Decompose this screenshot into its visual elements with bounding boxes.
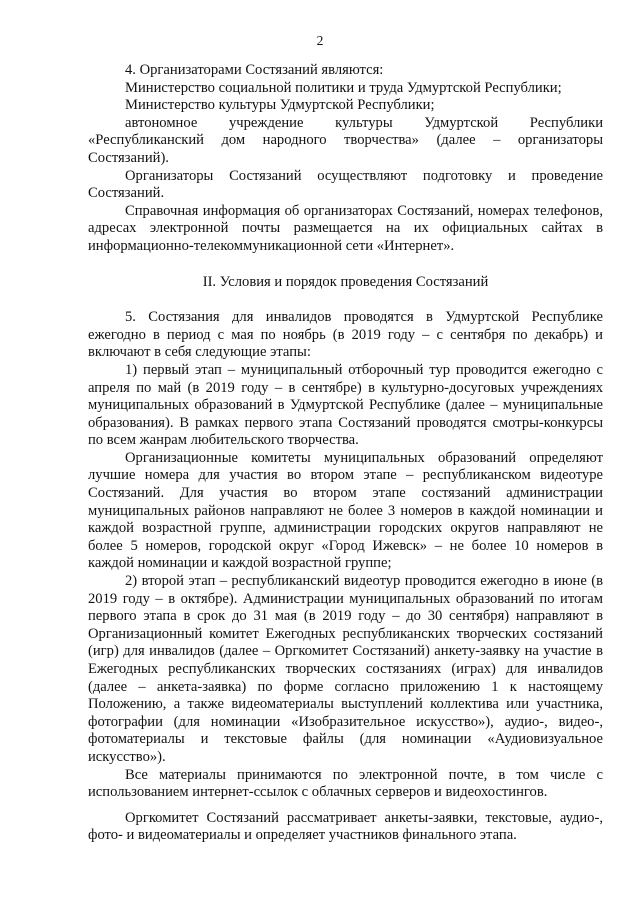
paragraph-first-stage: 1) первый этап – муниципальный отборочный тур проводится ежегодно с апреля по май (в 2019 году – в сентябре) в культурно-досуговых учреждениях муниципальных образований в Удмуртской Республике (далее – муниципальные образования). В рамках первого этапа Состязаний проводятся смотры-конкурсы по всем жанрам любительского творчества. <box>88 361 603 449</box>
paragraph-committees: Организационные комитеты муниципальных образований определяют лучшие номера для участия во втором этапе – республиканском видеотуре Состязаний. Для участия во втором этапе состязаний администрации муниципальных районов направляют не более 3 номеров в каждой номинации и каждой возрастной группе, администрации городских округов направляют не более 5 номеров, городской округ «Город Ижевск» – не более 10 номеров в каждой номинации и каждой возрастной группе; <box>88 449 603 572</box>
paragraph-ministry-social: Министерство социальной политики и труда Удмуртской Республики; <box>125 79 562 96</box>
paragraph-folk-house: автономное учреждение культуры Удмуртской Республики «Республиканский дом народного творчества» (далее – организаторы Состязаний). <box>88 114 603 166</box>
section-heading: II. Условия и порядок проведения Состязаний <box>202 273 489 290</box>
paragraph-organizers-intro: 4. Организаторами Состязаний являются: <box>125 62 384 78</box>
paragraph-ministry-culture: Министерство культуры Удмуртской Республики; <box>125 97 435 114</box>
paragraph-organizers-role: Организаторы Состязаний осуществляют подготовку и проведение Состязаний. <box>88 167 603 202</box>
paragraph-committee-review: Оргкомитет Состязаний рассматривает анкеты-заявки, текстовые, аудио-, фото- и видеоматериалы и определяет участников финального этапа. <box>88 809 603 844</box>
paragraph-second-stage: 2) второй этап – республиканский видеотур проводится ежегодно в июне (в 2019 году – в октябре). Администрации муниципальных образований по итогам первого этапа в срок до 31 мая (в 2019 году – до 30 сентября) направляют в Организационный комитет Ежегодных республиканских творческих состязаний (игр) для инвалидов (далее – Оргкомитет Состязаний) анкету-заявку на участие в Ежегодных республиканских творческих состязаниях (играх) для инвалидов (далее – анкета-заявка) по форме согласно приложению 1 к настоящему Положению, а также видеоматериалы выступлений коллектива или участника, фотографии (для номинации «Изобразительное искусство»), аудио-, видео-, фотоматериалы и текстовые файлы (для номинации «Аудиовизуальное искусство»). <box>88 573 603 765</box>
paragraph-reference-info: Справочная информация об организаторах Состязаний, номерах телефонов, адресах электронной почты размещается на их официальных сайтах в информационно-телекоммуникационной сети «Интернет». <box>88 202 603 254</box>
paragraph-competition-period: 5. Состязания для инвалидов проводятся в Удмуртской Республике ежегодно в период с мая по ноябрь (в 2019 году – с сентября по декабрь) и включают в себя следующие этапы: <box>88 309 603 361</box>
document-body <box>88 62 603 845</box>
page-number: 2 <box>316 33 324 48</box>
paragraph-materials-email: Все материалы принимаются по электронной почте, в том числе с использованием интернет-ссылок с облачных серверов и видеохостингов. <box>88 766 603 801</box>
